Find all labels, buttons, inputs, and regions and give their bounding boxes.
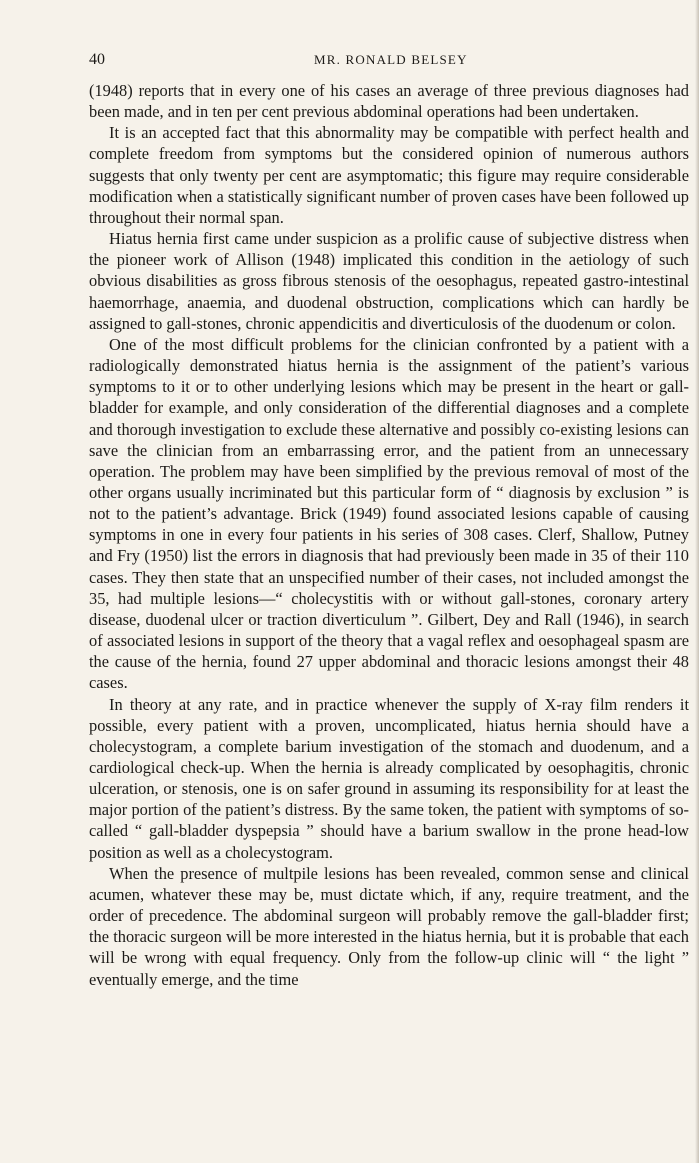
page-edge-shadow <box>695 0 699 1163</box>
paragraph-1: (1948) reports that in every one of his cases an average of three previous diagnoses had been made, and in ten per cent previous abdominal operations had been undertaken. <box>89 81 689 122</box>
running-head <box>89 51 689 73</box>
paragraph-3: Hiatus hernia first came under suspicion as a prolific cause of subjective distress when the pioneer work of Allison (1948) implicated this condition in the aetiology of such obvious disabilities as gross fibrous stenosis of the oesophagus, repeated gastro-intestinal haemorrhage, anaemia, and duodenal obstruction, complications which can hardly be assigned to gall-stones, chronic appendicitis and diverticulosis of the duodenum or colon. <box>89 229 689 333</box>
page-number: 40 <box>89 51 105 68</box>
paragraph-2: It is an accepted fact that this abnormality may be compatible with perfect health and complete freedom from symptoms but the considered opinion of numerous authors suggests that only twenty per cent are asymptomatic; this figure may require considerable modification when a statistically significant number of proven cases have been followed up throughout their normal span. <box>89 123 689 227</box>
paragraph-5: In theory at any rate, and in practice whenever the supply of X-ray film renders it possible, every patient with a proven, uncomplicated, hiatus hernia should have a cholecystogram, a complete barium investigation of the stomach and duodenum, and a cardiological check-up. When the hernia is already complicated by oesophagitis, chronic ulceration, or stenosis, one is on safer ground in assuming its responsibility for at least the major portion of the patient’s distress. By the same token, the patient with symptoms of so-called “ gall-bladder dyspepsia ” should have a barium swallow in the prone head-low position as well as a cholecystogram. <box>89 694 689 862</box>
body-text <box>89 80 689 990</box>
paragraph-6: When the presence of multpile lesions has been revealed, common sense and clinical acumen, whatever these may be, must dictate which, if any, require treatment, and the order of precedence. The abdominal surgeon will probably remove the gall-bladder first; the thoracic surgeon will be more interested in the hiatus hernia, but it is probable that each will be wrong with equal frequency. Only from the follow-up clinic will “ the light ” eventually emerge, and the time <box>89 863 689 989</box>
paragraph-4: One of the most difficult problems for the clinician confronted by a patient with a radiologically demonstrated hiatus hernia is the assignment of the patient’s various symptoms to it or to other underlying lesions which may be present in the heart or gall-bladder for example, and only consideration of the differential diagnoses and a complete and thorough investigation to exclude these alternative and possibly co-existing lesions can save the clinician from an embarrassing error, and the patient from an unnecessary operation. The problem may have been simplified by the previous removal of most of the other organs usually incriminated but this particular form of “ diagnosis by exclusion ” is not to the patient’s advantage. Brick (1949) found associated lesions capable of causing symptoms in one in every four patients in his series of 308 cases. Clerf, Shallow, Putney and Fry (1950) list the errors in diagnosis that had previously been made in 35 of their 110 cases. They then state that an unspecified number of their cases, not included amongst the 35, had multiple lesions—“ cholecystitis with or without gall-stones, coronary artery disease, duodenal ulcer or traction diverticulum ”. Gilbert, Dey and Rall (1946), in search of associated lesions in support of the theory that a vagal reflex and oesophageal spasm are the cause of the hernia, found 27 upper abdominal and thoracic lesions amongst their 48 cases. <box>89 334 689 693</box>
running-title: MR. RONALD BELSEY <box>314 52 468 67</box>
